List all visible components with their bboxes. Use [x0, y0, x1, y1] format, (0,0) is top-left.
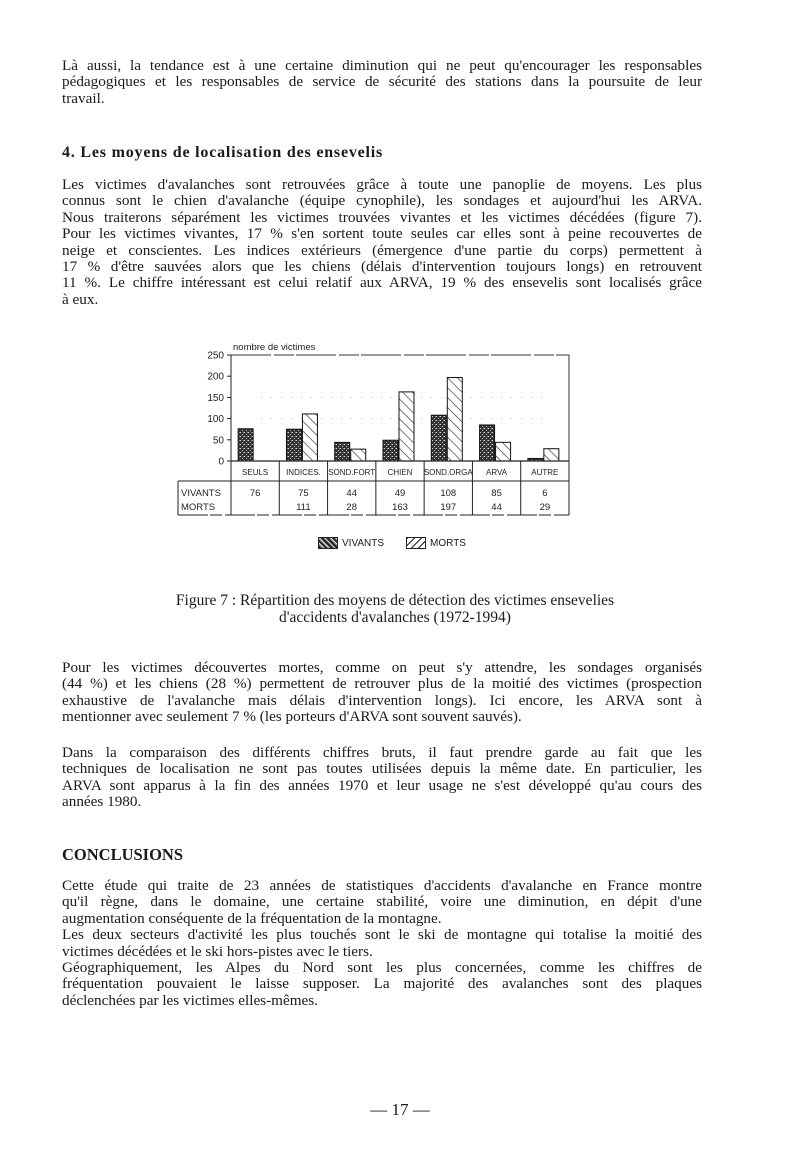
y-axis-label: nombre de victimes [233, 342, 316, 353]
y-tick-label: 0 [218, 456, 224, 468]
legend-label: VIVANTS [342, 537, 385, 549]
bar-vivants [238, 429, 253, 461]
text-line: Pour les victimes vivantes, 17 % s'en sortent toute seules car elles sont à peine recouvertes de [62, 225, 702, 243]
y-tick-label: 150 [207, 392, 224, 404]
intro-paragraph [62, 58, 702, 107]
text-line: exhaustive de l'avalanche mais délais d'intervention longs). Ici encore, les ARVA sont à [62, 691, 702, 709]
text-line: Dans la comparaison des différents chiffres bruts, il faut prendre garde au fait que les [62, 744, 702, 761]
text-line: à eux. [62, 290, 99, 308]
table-cell-vivants: 76 [249, 488, 261, 499]
text-line: Géographiquement, les Alpes du Nord sont les plus concernées, comme les chiffres de [62, 959, 702, 977]
text-line: victimes décédées et le ski hors-pistes avec le tiers. [62, 942, 373, 960]
text-line: mentionner avec seulement 7 % (les porteurs d'ARVA sont souvent sauvés). [62, 708, 522, 726]
bar-morts [399, 392, 414, 461]
text-line: Là aussi, la tendance est à une certaine diminution qui ne peut qu'encourager les responsables [62, 57, 702, 74]
section-heading: 4. Les moyens de localisation des ensevelis [62, 144, 384, 161]
page-number: — 17 — [370, 1100, 430, 1119]
dead-victims-paragraph [62, 660, 702, 726]
bar-morts [447, 377, 462, 461]
bar-vivants [335, 442, 350, 461]
bar-morts [302, 414, 317, 461]
bar-vivants [528, 458, 543, 461]
text-line: déclenchées par les victimes elles-mêmes. [62, 991, 318, 1009]
x-category-label: SOND.FORT [328, 468, 376, 477]
y-tick-label: 250 [207, 350, 224, 362]
text-line: Nous traiterons séparément les victimes trouvées vivantes et les victimes décédées (figure 7). [62, 208, 702, 226]
x-category-label: AUTRE [531, 468, 559, 477]
text-line: ARVA sont apparus à la fin des années 1970 et leur usage ne s'est développé qu'au cours des [62, 776, 702, 794]
y-tick-label: 200 [207, 371, 224, 383]
text-line: années 1980. [62, 793, 142, 811]
text-line: qu'il règne, dans le domaine, une certaine stabilité, voire une diminution, en dépit d'une [62, 893, 702, 911]
table-cell-morts: 28 [346, 502, 358, 513]
text-line: 11 %. Le chiffre intéressant est celui relatif aux ARVA, 19 % des ensevelis sont localisés grâce [62, 274, 702, 292]
table-row-label: MORTS [181, 502, 216, 513]
legend-label: MORTS [430, 537, 466, 549]
x-category-label: INDICES. [286, 468, 321, 477]
stipple-swatch-icon [318, 537, 338, 549]
text-line: travail. [62, 89, 105, 107]
table-cell-vivants: 6 [542, 488, 548, 499]
table-cell-vivants: 85 [491, 488, 502, 499]
bar-morts [544, 449, 559, 461]
table-cell-morts: 111 [296, 502, 311, 513]
conclusions-paragraph [62, 878, 702, 1009]
y-tick-label: 50 [212, 435, 224, 447]
chart-legend [318, 537, 466, 549]
text-line: augmentation conséquente de la fréquentation de la montagne. [62, 909, 442, 927]
bar-morts [496, 442, 511, 461]
table-cell-vivants: 108 [440, 488, 457, 499]
table-cell-morts: 29 [539, 502, 551, 513]
conclusions-heading: CONCLUSIONS [62, 845, 184, 864]
text-line: connus sont le chien d'avalanche (équipe cynophile), les sondages et aujourd'hui les ARVA. [62, 192, 702, 210]
bar-vivants [480, 425, 495, 461]
text-line: techniques de localisation ne sont pas toutes utilisées depuis la même date. En particulier, les [62, 760, 702, 778]
text-line: Cette étude qui traite de 23 années de statistiques d'accidents d'avalanche en France montre [62, 877, 702, 894]
bar-morts [351, 449, 366, 461]
table-cell-morts: 197 [440, 502, 457, 513]
text-line: Les victimes d'avalanches sont retrouvées grâce à toute une panoplie de moyens. Les plus [62, 176, 702, 193]
text-line: fréquentation pouvaient le laisse supposer. La majorité des avalanches sont des plaques [62, 975, 702, 993]
text-line: Les deux secteurs d'activité les plus touchés sont le ski de montagne qui totalise la moitié des [62, 926, 702, 944]
hatch-swatch-icon [406, 537, 426, 549]
caption-line: d'accidents d'avalanches (1972-1994) [279, 609, 511, 626]
x-category-label: ARVA [486, 468, 508, 477]
table-cell-vivants: 44 [346, 488, 358, 499]
text-line: Pour les victimes découvertes mortes, comme on peut s'y attendre, les sondages organisés [62, 659, 702, 676]
text-line: 17 % d'être sauvées alors que les chiens (délais d'intervention toujours longs) en retrouvent [62, 258, 702, 276]
figure-caption [130, 592, 660, 626]
legend-item-vivants [318, 537, 384, 549]
comparison-paragraph [62, 745, 702, 811]
y-tick-label: 100 [207, 414, 224, 426]
legend-item-morts [406, 537, 466, 549]
bar-vivants [431, 415, 446, 461]
bar-vivants [383, 440, 398, 461]
section4-paragraph [62, 177, 702, 308]
caption-line: Figure 7 : Répartition des moyens de détection des victimes ensevelies [175, 592, 615, 609]
x-category-label: SOND.ORGA [423, 468, 473, 477]
table-cell-vivants: 75 [298, 488, 309, 499]
bar-vivants [286, 429, 301, 461]
table-cell-vivants: 49 [394, 488, 406, 499]
table-row-label: VIVANTS [181, 488, 221, 499]
text-line: pédagogiques et les responsables de service de sécurité des stations dans la poursuite de leur [62, 73, 702, 91]
x-category-label: SEULS [242, 468, 269, 477]
text-line: (44 %) et les chiens (28 %) permettent de retrouver plus de la moitié des victimes (prospection [62, 675, 702, 693]
x-category-label: CHIEN [387, 468, 413, 477]
text-line: neige et conscientes. Les indices extérieurs (émergence d'une partie du corps) permettent à [62, 241, 702, 259]
table-cell-morts: 163 [392, 502, 408, 513]
table-cell-morts: 44 [491, 502, 502, 513]
